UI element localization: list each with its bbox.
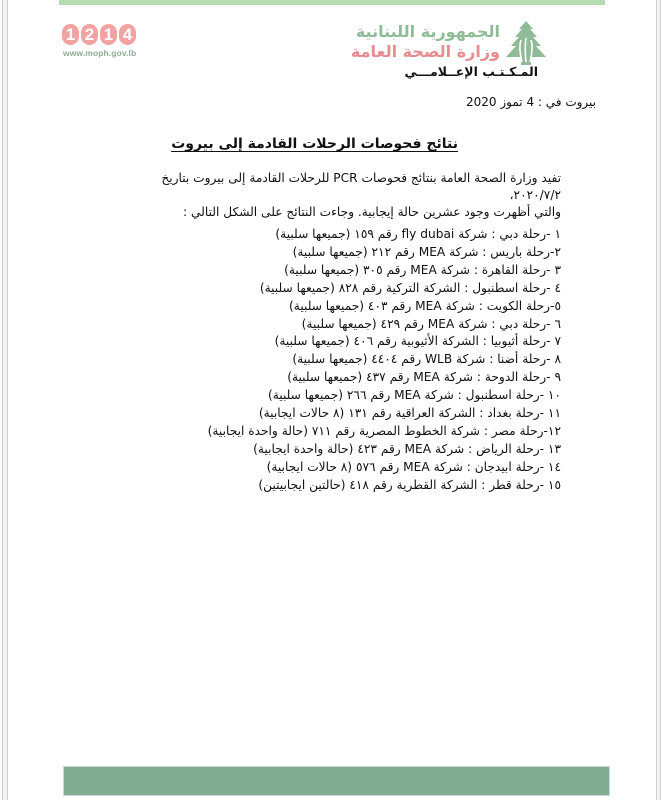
flight-result-item: ٨ -رحلة أضنا : شركة WLB رقم ٤٤٠٤ (جميعها سلبية) (292, 352, 561, 367)
cedar-logo-icon (504, 20, 548, 66)
ministry-name: وزارة الصحة العامة (350, 42, 500, 61)
flight-result-item: ٩ -رحلة الدوحة : شركة MEA رقم ٤٣٧ (جميعها سلبية) (287, 370, 561, 385)
republic-name: الجمهورية اللبنانية (355, 22, 500, 41)
header-color-bar (59, 0, 605, 5)
flight-result-item: ١١ -رحلة بغداد : الشركة العراقية رقم ١٣١ (٨ حالات ايجابية) (258, 406, 561, 421)
footer-color-bar (63, 766, 610, 796)
intro-paragraph (121, 170, 561, 221)
flight-result-item: ٣ -رحلة القاهرة : شركة MEA رقم ٣٠٥ (جميعها سلبية) (284, 262, 561, 277)
flight-result-item: ٦ -رحلة دبي : شركة MEA رقم ٤٢٩ (جميعها سلبية) (301, 316, 561, 331)
flight-result-item: ٥-رحلة الكويت : شركة MEA رقم ٤٠٣ (جميعها سلبية) (289, 298, 561, 313)
intro-line: والتي أظهرت وجود عشرين حالة إيجابية. وجاءت النتائج على الشكل التالي : (183, 205, 561, 219)
page-edge-right (656, 0, 661, 800)
flight-result-item: ١٣ -رحلة الرياض : شركة MEA رقم ٤٢٣ (حالة واحدة ايجابية) (253, 441, 561, 456)
flight-result-item: ١٥ -رحلة قطر : الشركة القطرية رقم ٤١٨ (حالتين ايجابيتين) (258, 477, 561, 492)
flight-result-item: ٤ -رحلة اسطنبول : الشركة التركية رقم ٨٢٨ (جميعها سلبية) (259, 280, 561, 295)
page-edge-left (2, 0, 8, 800)
hotline-digit: 2 (81, 24, 98, 45)
media-office-label: المـكـتـب الإعــلامـــي (404, 64, 538, 79)
intro-line: تفيد وزارة الصحة العامة بنتائج فحوصات PCR للرحلات القادمة إلى بيروت بتاريخ ٢٠٢٠/٧/٢، (161, 171, 561, 202)
hotline-digit: 1 (100, 24, 117, 45)
dateline: بيروت في : 4 تموز 2020 (466, 95, 596, 109)
hotline-digit: 1 (62, 24, 79, 45)
flight-result-item: ١٤ -رحلة ابيدجان : شركة MEA رقم ٥٧٦ (٨ حالات ايجابية) (266, 459, 561, 474)
flight-results-list (208, 226, 561, 495)
website-url: www.moph.gov.lb (63, 48, 137, 58)
flight-result-item: ٢-رحلة باريس : شركة MEA رقم ٢١٢ (جميعها سلبية) (292, 244, 561, 259)
document-title: نتائج فحوصات الرحلات القادمة إلى بيروت (171, 136, 458, 152)
flight-result-item: ١٠ -رحلة اسطنبول : شركة MEA رقم ٢٦٦ (جميعها سلبية) (268, 388, 561, 403)
hotline-badge (62, 24, 136, 45)
flight-result-item: ١٢-رحلة مصر : شركة الخطوط المصرية رقم ٧١١ (حالة واحدة ايجابية) (207, 423, 561, 438)
flight-result-item: ١ -رحلة دبي : شركة fly dubai رقم ١٥٩ (جميعها سلبية) (275, 227, 561, 241)
flight-result-item: ٧ -رحلة أثيوبيا : الشركة الأثيوبية رقم ٤٠٦ (جميعها سلبية) (274, 334, 561, 349)
hotline-digit: 4 (119, 24, 136, 45)
